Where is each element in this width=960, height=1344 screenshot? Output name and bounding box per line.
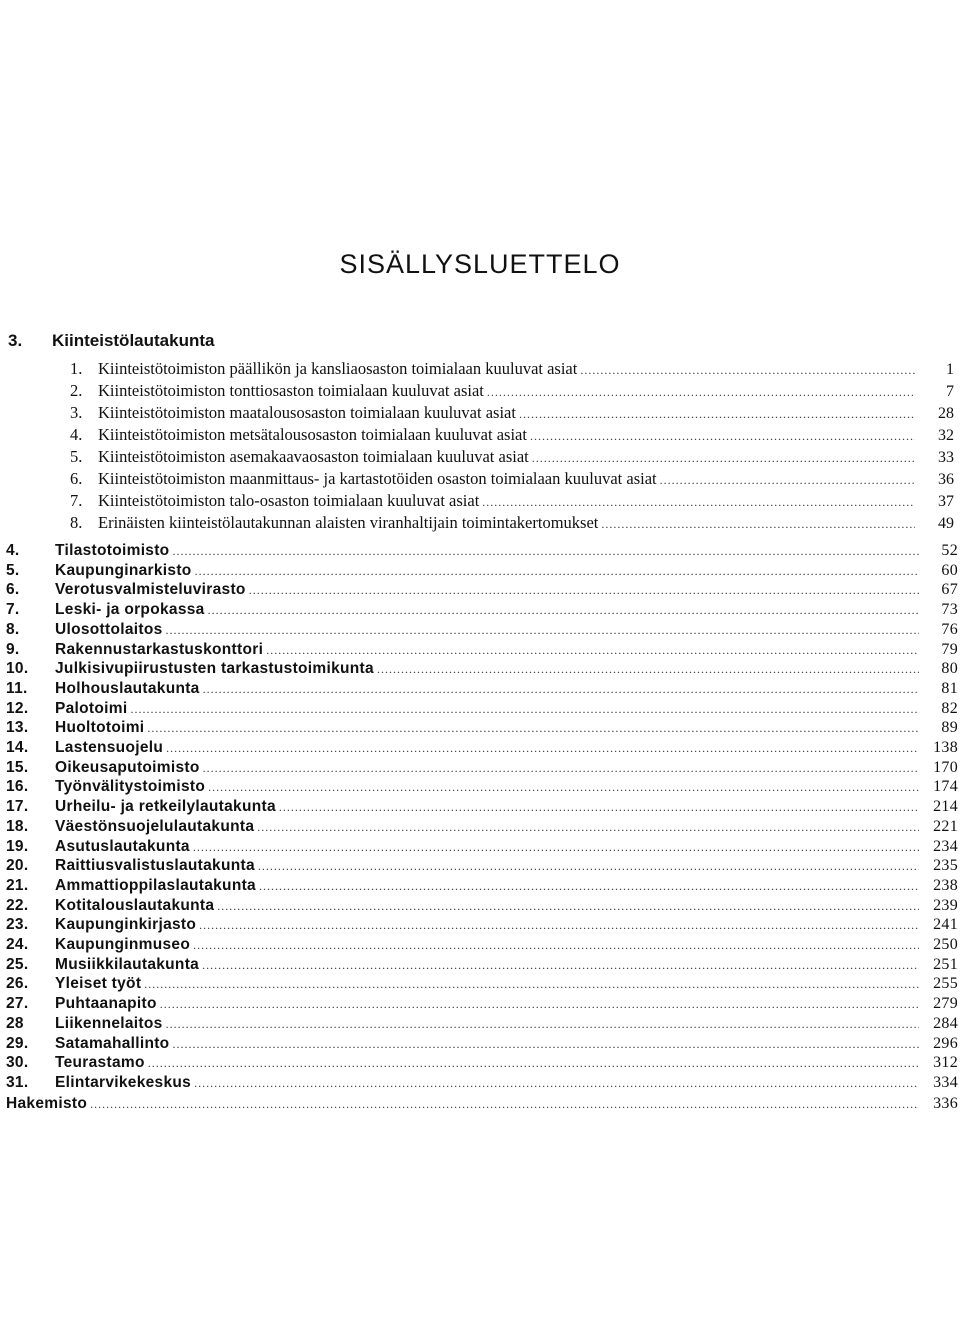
toc-entry-label: Rakennustarkastuskonttori xyxy=(55,640,264,658)
toc-entry[interactable] xyxy=(6,994,958,1014)
toc-entry-label: Väestönsuojelulautakunta xyxy=(55,817,255,835)
toc-entry-page: 36 xyxy=(938,471,954,488)
toc-entry-number: 4. xyxy=(6,542,20,559)
toc-entry-label: Asutuslautakunta xyxy=(55,837,190,855)
toc-entry-number: 14. xyxy=(6,739,29,756)
toc-entry[interactable] xyxy=(6,837,958,857)
toc-entry[interactable] xyxy=(6,561,958,581)
toc-entry[interactable] xyxy=(6,580,958,600)
toc-entry[interactable] xyxy=(6,620,958,640)
toc-entry-label: Työnvälitystoimisto xyxy=(55,778,206,796)
leader-dots xyxy=(601,514,915,533)
toc-entry-label: Urheilu- ja retkeilylautakunta xyxy=(55,798,276,816)
toc-entry[interactable] xyxy=(6,935,958,955)
toc-entry[interactable] xyxy=(6,738,958,758)
toc-entry-label: Tilastotoimisto xyxy=(55,542,170,559)
toc-entry-page: 235 xyxy=(933,857,958,875)
leader-dots xyxy=(532,448,915,467)
toc-entry-page: 82 xyxy=(941,699,958,717)
toc-entry-page: 174 xyxy=(933,778,958,796)
toc-entry-page: 170 xyxy=(933,758,958,776)
leader-dots xyxy=(530,426,915,445)
leader-dots xyxy=(580,360,915,379)
toc-entry-number: 23. xyxy=(6,916,29,934)
leader-dots xyxy=(203,680,919,699)
leader-dots xyxy=(208,778,919,797)
leader-dots xyxy=(130,700,919,719)
toc-entry-label: Leski- ja orpokassa xyxy=(55,601,205,619)
section-label: Kiinteistölautakunta xyxy=(52,331,215,350)
leader-dots xyxy=(166,621,919,640)
toc-entry-label: Satamahallinto xyxy=(55,1034,170,1052)
toc-entry-page: 76 xyxy=(941,620,958,638)
toc-entry-label: Kiinteistötoimiston tonttiosaston toimialaan kuuluvat asiat xyxy=(98,381,484,400)
toc-entry-page: 79 xyxy=(941,640,958,658)
toc-entry[interactable] xyxy=(6,659,958,679)
toc-entry-label: Hakemisto xyxy=(6,1095,88,1112)
leader-dots xyxy=(660,470,915,489)
toc-entry-page: 32 xyxy=(938,427,954,444)
toc-entry-page: 81 xyxy=(941,679,958,697)
toc-entry-label: Raittiusvalistuslautakunta xyxy=(55,857,255,875)
leader-dots xyxy=(258,857,919,876)
section-heading xyxy=(8,328,214,354)
toc-entry-number: 21. xyxy=(6,876,29,894)
toc-entry-page: 312 xyxy=(933,1054,958,1072)
toc-entry[interactable] xyxy=(6,679,958,699)
leader-dots xyxy=(147,719,919,738)
toc-entry[interactable] xyxy=(6,817,958,837)
leader-dots xyxy=(208,601,919,620)
toc-entry-label: Liikennelaitos xyxy=(55,1014,163,1032)
leader-dots xyxy=(519,404,915,423)
toc-entry-number: 8. xyxy=(70,513,83,532)
toc-entry[interactable] xyxy=(6,640,958,660)
toc-entry-label: Oikeusaputoimisto xyxy=(55,758,200,776)
leader-dots xyxy=(202,956,919,975)
toc-entry[interactable] xyxy=(6,915,958,935)
toc-entry-number: 13. xyxy=(6,719,29,737)
toc-entry[interactable] xyxy=(6,876,958,896)
toc-entry[interactable] xyxy=(70,512,954,533)
leader-dots xyxy=(217,897,919,916)
toc-entry-label: Verotusvalmisteluvirasto xyxy=(55,581,246,599)
toc-entry-label: Yleiset työt xyxy=(55,975,142,993)
leader-dots xyxy=(193,838,919,857)
toc-entry-page: 89 xyxy=(941,719,958,737)
leader-dots xyxy=(148,1054,919,1073)
toc-entry-page: 334 xyxy=(933,1073,958,1091)
toc-entry-label: Huoltotoimi xyxy=(55,719,145,737)
leader-dots xyxy=(144,975,919,994)
leader-dots xyxy=(160,995,919,1014)
leader-dots xyxy=(172,542,919,561)
toc-entry-label: Kaupunginarkisto xyxy=(55,561,192,579)
leader-dots xyxy=(90,1095,919,1114)
toc-entry[interactable] xyxy=(6,1034,958,1054)
toc-entry-page: 250 xyxy=(933,936,958,953)
toc-entry-number: 16. xyxy=(6,778,29,796)
toc-entry-page: 28 xyxy=(938,405,954,422)
toc-entry[interactable] xyxy=(70,358,954,379)
leader-dots xyxy=(279,798,919,817)
toc-entry[interactable] xyxy=(70,402,954,423)
toc-entry-page: 214 xyxy=(933,798,958,816)
section-number: 3. xyxy=(8,331,23,350)
toc-entry-label: Palotoimi xyxy=(55,699,128,717)
toc-entry-label: Holhouslautakunta xyxy=(55,679,200,697)
toc-entry-number: 4. xyxy=(70,425,83,444)
leader-dots xyxy=(377,660,919,679)
toc-entry-number: 3. xyxy=(70,403,83,422)
toc-entry[interactable] xyxy=(6,955,958,975)
toc-entry-label: Lastensuojelu xyxy=(55,739,164,756)
toc-entry-label: Puhtaanapito xyxy=(55,995,157,1013)
toc-entry-number: 2. xyxy=(70,381,83,400)
toc-entry[interactable] xyxy=(6,856,958,876)
toc-entry-number: 27. xyxy=(6,995,29,1013)
toc-entry-page: 138 xyxy=(933,739,958,756)
toc-entry-label: Kiinteistötoimiston maanmittaus- ja kartastotöiden osaston toimialaan kuuluvat asiat xyxy=(98,469,657,488)
toc-entry-page: 7 xyxy=(946,383,954,400)
toc-entry-label: Ammattioppilaslautakunta xyxy=(55,876,256,894)
toc-entry[interactable] xyxy=(6,600,958,620)
toc-entry-label: Teurastamo xyxy=(55,1054,145,1072)
toc-entry-label: Kiinteistötoimiston asemakaavaosaston toimialaan kuuluvat asiat xyxy=(98,447,529,466)
toc-entry-page: 336 xyxy=(933,1095,958,1112)
toc-entry[interactable] xyxy=(70,446,954,467)
toc-entry-number: 20. xyxy=(6,857,29,875)
toc-entry[interactable] xyxy=(6,797,958,817)
toc-entry[interactable] xyxy=(6,541,958,561)
toc-entry[interactable] xyxy=(6,699,958,719)
toc-entry[interactable] xyxy=(70,380,954,401)
toc-entry-label: Kiinteistötoimiston päällikön ja kansliaosaston toimialaan kuuluvat asiat xyxy=(98,359,578,378)
toc-entry-page: 80 xyxy=(941,660,958,678)
toc-entry[interactable] xyxy=(6,777,958,797)
toc-entry-number: 5. xyxy=(70,447,83,466)
toc-entry-number: 10. xyxy=(6,660,29,678)
toc-entry-number: 8. xyxy=(6,620,20,638)
toc-entry-page: 241 xyxy=(933,916,958,934)
leader-dots xyxy=(249,581,919,600)
toc-entry[interactable] xyxy=(70,490,954,511)
toc-entry[interactable] xyxy=(6,718,958,738)
leader-dots xyxy=(266,641,919,660)
toc-entry-number: 7. xyxy=(6,601,20,619)
toc-entry-page: 255 xyxy=(933,975,958,993)
toc-entry-page: 234 xyxy=(933,837,958,855)
toc-entry-page: 238 xyxy=(933,876,958,894)
toc-entry[interactable] xyxy=(6,1014,958,1034)
page-title: SISÄLLYSLUETTELO xyxy=(339,249,621,279)
toc-entry[interactable] xyxy=(6,1073,958,1093)
leader-dots xyxy=(199,916,919,935)
toc-entry-page: 251 xyxy=(933,955,958,973)
toc-entry-number: 15. xyxy=(6,758,29,776)
toc-entry-number: 6. xyxy=(70,469,83,488)
leader-dots xyxy=(172,1035,919,1054)
toc-entry-page: 49 xyxy=(938,515,954,532)
toc-entry-page: 37 xyxy=(938,493,954,510)
toc-entry-label: Erinäisten kiinteistölautakunnan alaisten viranhaltijain toimintakertomukset xyxy=(98,513,599,532)
toc-entry-number: 17. xyxy=(6,798,29,816)
toc-entry-page: 284 xyxy=(933,1014,958,1032)
toc-entry-page: 67 xyxy=(941,581,958,599)
toc-entry-page: 73 xyxy=(941,601,958,619)
toc-entry-number: 31. xyxy=(6,1073,29,1091)
toc-entry-page: 1 xyxy=(946,361,954,378)
toc-entry-page: 52 xyxy=(941,542,958,559)
toc-entry-number: 24. xyxy=(6,936,29,953)
toc-entry-label: Musiikkilautakunta xyxy=(55,955,200,973)
toc-entry-number: 18. xyxy=(6,817,29,835)
toc-entry-label: Kiinteistötoimiston talo-osaston toimialaan kuuluvat asiat xyxy=(98,491,480,510)
toc-entry-number: 29. xyxy=(6,1034,29,1052)
toc-entry[interactable] xyxy=(6,896,958,916)
toc-entry-label: Elintarvikekeskus xyxy=(55,1073,192,1091)
toc-entry-label: Kotitalouslautakunta xyxy=(55,896,215,914)
toc-entry-page: 239 xyxy=(933,896,958,914)
leader-dots xyxy=(193,936,919,955)
toc-entry-label: Kaupunginmuseo xyxy=(55,936,191,953)
toc-entry-number: 7. xyxy=(70,491,83,510)
toc-entry-number: 22. xyxy=(6,896,29,914)
toc-entry-page: 221 xyxy=(933,817,958,835)
toc-entry-page: 60 xyxy=(941,561,958,579)
leader-dots xyxy=(257,818,919,837)
toc-entry[interactable] xyxy=(70,468,954,489)
toc-entry-number: 1. xyxy=(70,359,83,378)
leader-dots xyxy=(487,382,915,401)
leader-dots xyxy=(195,562,919,581)
leader-dots xyxy=(203,759,919,778)
leader-dots xyxy=(166,1015,919,1034)
toc-entry-index[interactable] xyxy=(6,1094,958,1114)
leader-dots xyxy=(482,492,915,511)
toc-entry-page: 296 xyxy=(933,1034,958,1052)
toc-entry-number: 25. xyxy=(6,955,29,973)
toc-entry-page: 33 xyxy=(938,449,954,466)
toc-entry-number: 11. xyxy=(6,679,28,697)
toc-entry-number: 12. xyxy=(6,699,29,717)
toc-entry-number: 28 xyxy=(6,1014,24,1032)
toc-entry-label: Julkisivupiirustusten tarkastustoimikunta xyxy=(55,660,374,678)
toc-entry-number: 6. xyxy=(6,581,20,599)
toc-entry[interactable] xyxy=(6,974,958,994)
toc-entry-number: 9. xyxy=(6,640,20,658)
leader-dots xyxy=(166,739,919,758)
toc-entry-number: 26. xyxy=(6,975,29,993)
toc-entry-number: 5. xyxy=(6,561,20,579)
toc-entry-label: Ulosottolaitos xyxy=(55,620,163,638)
leader-dots xyxy=(194,1074,919,1093)
leader-dots xyxy=(259,877,919,896)
toc-entry[interactable] xyxy=(70,424,954,445)
toc-entry-number: 30. xyxy=(6,1054,29,1072)
toc-entry-label: Kaupunginkirjasto xyxy=(55,916,197,934)
toc-entry[interactable] xyxy=(6,1053,958,1073)
toc-entry-label: Kiinteistötoimiston metsätalousosaston toimialaan kuuluvat asiat xyxy=(98,425,527,444)
toc-entry-number: 19. xyxy=(6,837,29,855)
toc-entry-label: Kiinteistötoimiston maatalousosaston toimialaan kuuluvat asiat xyxy=(98,403,516,422)
toc-entry-page: 279 xyxy=(933,995,958,1013)
toc-entry[interactable] xyxy=(6,758,958,778)
